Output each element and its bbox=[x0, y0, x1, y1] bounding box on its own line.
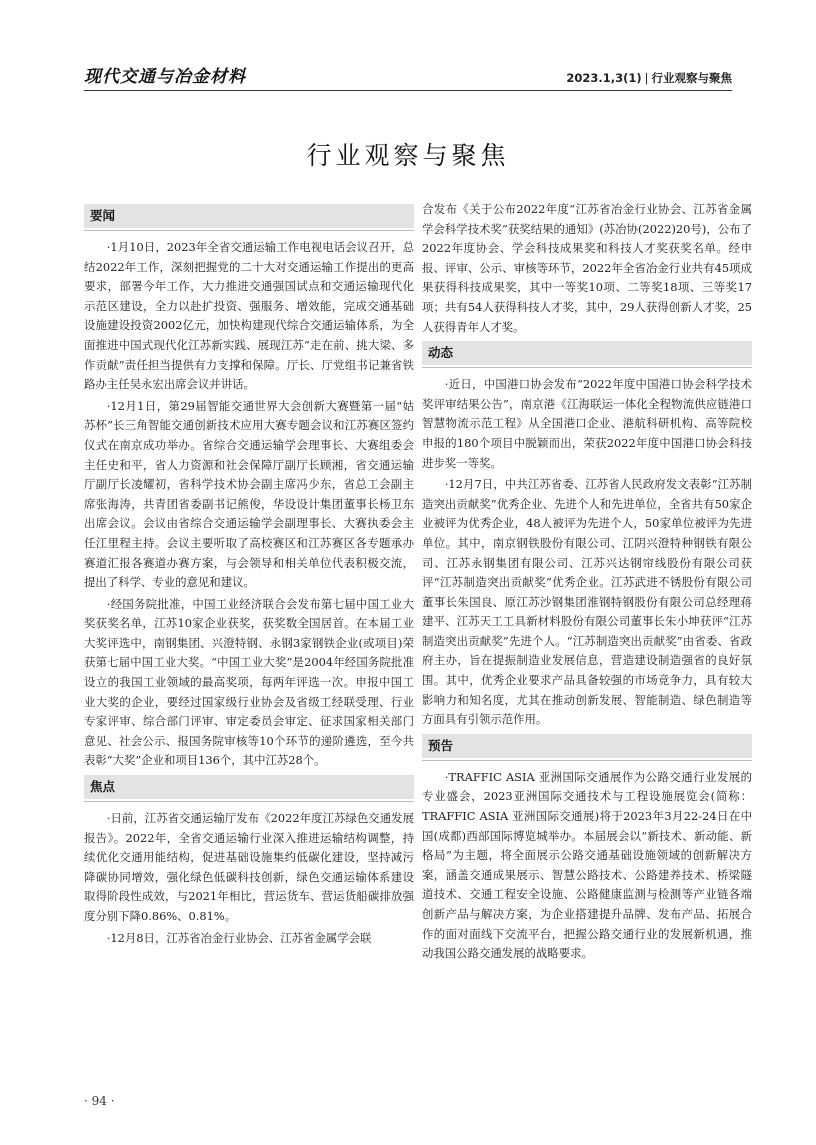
news-paragraph: ·近日，中国港口协会发布“2022年度中国港口协会科学技术奖评审结果公告”，南京港《江海联运一体化全程物流供应链港口智慧物流示范工程》从全国港口企业、港航科研机构、高等院校申报的180个项目中脱颖而出，荣获2022年度中国港口协会科技进步奖一等奖。 bbox=[422, 377, 752, 470]
section-heading: 动态 bbox=[422, 341, 752, 365]
news-paragraph: ·TRAFFIC ASIA 亚洲国际交通展作为公路交通行业发展的专业盛会，2023亚洲国际交通技术与工程设施展览会(简称：TRAFFIC ASIA 亚洲国际交通展)将于2023年3月22-24日在中国(成都)西部国际博览城举办。本届展会以“新技术、新动能、新格局”为主题，将全面展示公路交通基础设施领域的创新解决方案，涵盖交通成果展示、智慧公路技术、公路建养技术、桥梁隧道技术、交通工程安全设施、公路健康监测与检测等产业链各端创新产品与解决方案，为企业搭建提升品牌、发布产品、拓展合作的面对面线下交流平台，把握公路交通行业的发展新机遇，推动我国公路交通发展的战略要求。 bbox=[422, 769, 752, 961]
section-heading: 预告 bbox=[422, 734, 752, 758]
news-paragraph: ·1月10日，2023年全省交通运输工作电视电话会议召开，总结2022年工作，深刻把握党的二十大对交通运输工作提出的更高要求，部署今年工作，大力推进交通强国试点和交通运输现代化示范区建设，全力以赴扩投资、强服务、增效能，完成交通基础设施建设投资2002亿元，加快构建现代综合交通运输体系，为全面推进中国式现代化江苏新实践、展现江苏“走在前、挑大梁、多作贡献”责任担当提供有力支撑和保障。厅长、厅党组书记兼省铁路办主任吴永宏出席会议并讲话。 bbox=[84, 240, 414, 392]
paragraph-continued: 合发布《关于公布2022年度“江苏省冶金行业协会、江苏省金属学会科学技术奖”获奖结果的通知》(苏冶协(2022)20号)，公布了2022年度协会、学会科技成果奖和科技人才奖获奖名单。经申报、评审、公示、审核等环节，2022年全省冶金行业共有45项成果获得科技成果奖，其中一等奖10项、二等奖18项、三等奖17项；共有54人获得科技人才奖，其中，29人获得创新人才奖，25人获得青年人才奖。 bbox=[422, 202, 752, 334]
page-number: · 94 · bbox=[84, 1094, 115, 1108]
running-head: 2023.1,3(1) | 行业观察与聚焦 bbox=[566, 71, 732, 85]
section-heading: 要闻 bbox=[84, 204, 414, 228]
news-paragraph: ·12月8日，江苏省冶金行业协会、江苏省金属学会联 bbox=[106, 930, 372, 945]
section-name: 行业观察与聚焦 bbox=[651, 71, 732, 85]
section-heading: 焦点 bbox=[84, 775, 414, 799]
journal-logo: 现代交通与冶金材料 bbox=[84, 67, 246, 87]
right-column bbox=[422, 200, 752, 966]
page-header bbox=[84, 60, 732, 91]
news-paragraph: ·12月7日，中共江苏省委、江苏省人民政府发文表彰“江苏制造突出贡献奖”优秀企业、先进个人和先进单位，全省共有50家企业被评为优秀企业，48人被评为先进个人，50家单位被评为先进单位。其中，南京钢铁股份有限公司、江阴兴澄特种钢铁有限公司、江苏永钢集团有限公司、江苏兴达钢帘线股份有限公司获评“江苏制造突出贡献奖”优秀企业。江苏武进不锈股份有限公司董事长朱国良、原江苏沙钢集团淮钢特钢股份有限公司总经理蒋建平、江苏天工工具新材料股份有限公司董事长朱小坤获评“江苏制造突出贡献奖”先进个人。“江苏制造突出贡献奖”由省委、省政府主办，旨在提振制造业发展信息，营造建设制造强省的良好氛围。其中，优秀企业要求产品具备较强的市场竞争力，具有较大影响力和知名度，尤其在推动创新发展、智能制造、绿色制造等方面具有引领示范作用。 bbox=[422, 477, 752, 727]
news-paragraph: ·经国务院批准，中国工业经济联合会发布第七届中国工业大奖获奖名单，江苏10家企业获奖，获奖数全国居首。在本届工业大奖评选中，南钢集团、兴澄特钢、永钢3家钢铁企业(或项目)荣获第七届中国工业大奖。“中国工业大奖”是2004年经国务院批准设立的我国工业领域的最高奖项，每两年评选一次。申报中国工业大奖的企业，要经过国家级行业协会及省级工经联受理、行业专家评审、综合部门评审、审定委员会审定、征求国家相关部门意见、社会公示、报国务院审核等10个环节的递阶遴选，至今共表彰“大奖”企业和项目136个，其中江苏28个。 bbox=[84, 596, 414, 768]
news-paragraph: ·日前，江苏省交通运输厅发布《2022年度江苏绿色交通发展报告》。2022年，全省交通运输行业深入推进运输结构调整，持续优化交通用能结构，促进基础设施集约低碳化建设，坚持减污降碳协同增效，强化绿色低碳科技创新，绿色交通运输体系建设取得阶段性成效，与2021年相比，营运货车、营运货船碳排放强度分别下降0.86%、0.81%。 bbox=[84, 811, 414, 923]
left-column bbox=[84, 200, 414, 950]
page-title: 行业观察与聚焦 bbox=[306, 141, 510, 170]
issue-info: 2023.1,3(1) bbox=[566, 71, 642, 85]
news-paragraph: ·12月1日，第29届智能交通世界大会创新大赛暨第一届“姑苏杯”长三角智能交通创新技术应用大赛专题会议和江苏赛区签约仪式在南京成功举办。省综合交通运输学会理事长、大赛组委会主任史和平，省人力资源和社会保障厅副厅长顾湘，省交通运输厅副厅长凌耀初，省科学技术协会副主席冯少东，省总工会副主席张海涛，共青团省委副书记熊俊，华设设计集团董事长杨卫东出席会议。会议由省综合交通运输学会副理事长、大赛执委会主任江里程主持。会议主要听取了高校赛区和江苏赛区各专题承办赛道汇报各赛道办赛方案，与会领导和相关单位代表积极交流，提出了科学、专业的意见和建议。 bbox=[84, 398, 414, 590]
